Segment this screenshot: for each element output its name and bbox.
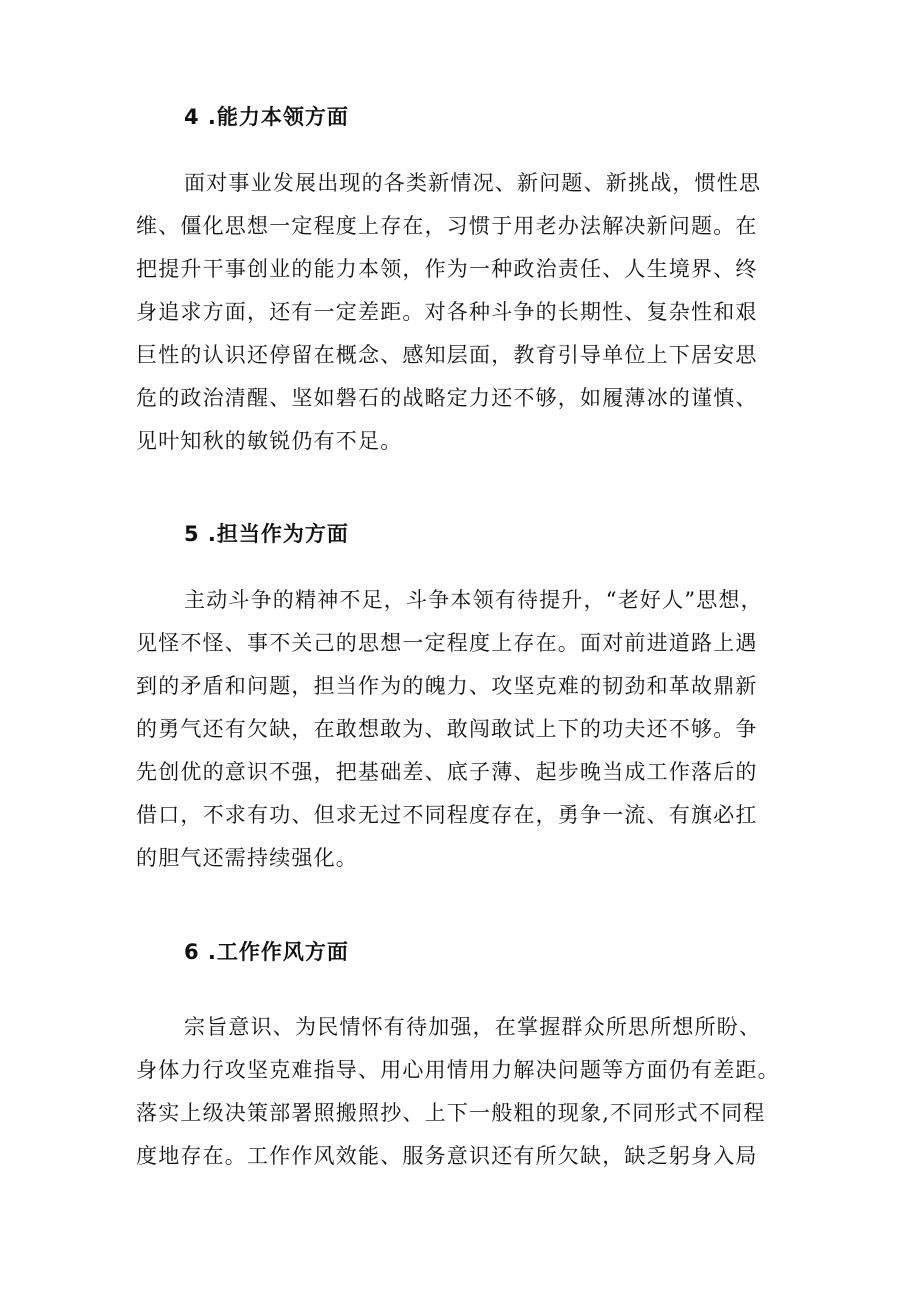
paragraph-line: 身体力行攻坚克难指导、用心用情用力解决问题等方面仍有差距。 (136, 1058, 780, 1082)
section-paragraph-4 (136, 162, 796, 463)
paragraph-line: 见怪不怪、事不关己的思想一定程度上存在。面对前进道路上遇 (136, 631, 758, 655)
section-heading-5: 5 .担当作为方面 (184, 522, 349, 546)
section-paragraph-6 (136, 1006, 796, 1178)
paragraph-line: 先创优的意识不强，把基础差、底子薄、起步晚当成工作落后的 (136, 760, 758, 784)
paragraph-line: 主动斗争的精神不足，斗争本领有待提升，“老好人”思想， (184, 588, 763, 612)
paragraph-line: 把提升干事创业的能力本领，作为一种政治责任、人生境界、终 (136, 257, 758, 281)
section-heading-6: 6 .工作作风方面 (184, 940, 349, 964)
paragraph-line: 的勇气还有欠缺，在敢想敢为、敢闯敢试上下的功夫还不够。争 (136, 717, 758, 741)
paragraph-line: 宗旨意识、为民情怀有待加强，在掌握群众所思所想所盼、 (184, 1015, 762, 1039)
paragraph-line: 维、僵化思想一定程度上存在，习惯于用老办法解决新问题。在 (136, 214, 758, 238)
paragraph-line: 面对事业发展出现的各类新情况、新问题、新挑战，惯性思 (184, 171, 762, 195)
section-paragraph-5 (136, 579, 796, 880)
paragraph-line: 到的矛盾和问题，担当作为的魄力、攻坚克难的韧劲和革故鼎新 (136, 674, 758, 698)
section-heading-4: 4 .能力本领方面 (184, 105, 349, 129)
paragraph-line: 度地存在。工作作风效能、服务意识还有所欠缺，缺乏躬身入局 (136, 1144, 758, 1168)
paragraph-line: 身追求方面，还有一定差距。对各种斗争的长期性、复杂性和艰 (136, 300, 758, 324)
paragraph-line: 危的政治清醒、坚如磐石的战略定力还不够，如履薄冰的谨慎、 (136, 386, 758, 410)
paragraph-line: 巨性的认识还停留在概念、感知层面，教育引导单位上下居安思 (136, 343, 758, 367)
paragraph-line: 见叶知秋的敏锐仍有不足。 (136, 429, 403, 453)
paragraph-line: 的胆气还需持续强化。 (136, 846, 358, 870)
paragraph-line: 借口，不求有功、但求无过不同程度存在，勇争一流、有旗必扛 (136, 803, 758, 827)
paragraph-line: 落实上级决策部署照搬照抄、上下一般粗的现象,不同形式不同程 (136, 1101, 766, 1125)
